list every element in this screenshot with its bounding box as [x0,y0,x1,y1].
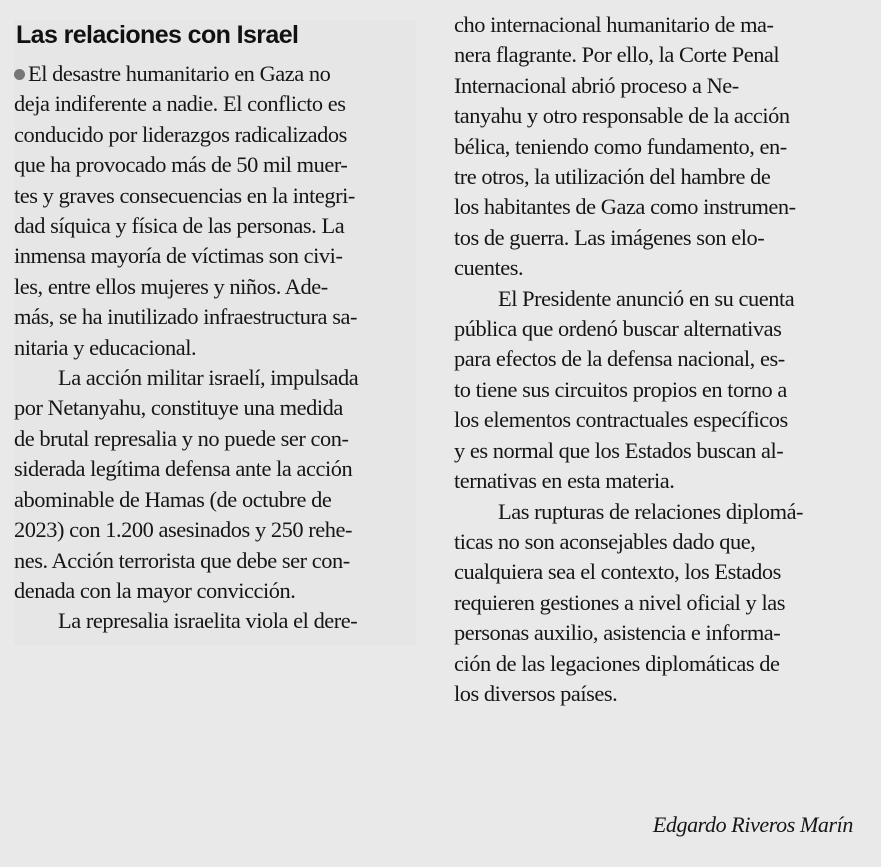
text-line [454,679,853,709]
left-column-body [14,59,416,637]
text-line-content: ción de las legaciones diplomáticas de [454,650,780,676]
text-line-content: conducido por liderazgos radicalizados [14,121,347,147]
text-line [14,546,416,576]
text-line-content: más, se ha inutilizado infraestructura sa- [14,304,357,330]
text-line-content: requieren gestiones a nivel oficial y las [454,589,785,615]
text-line-content: los habitantes de Gaza como instrumen- [454,194,796,220]
text-line-content: cualquiera sea el contexto, los Estados [454,559,781,585]
text-line-content: Las rupturas de relaciones diplomá- [498,498,804,524]
text-line [14,150,416,180]
text-line [14,454,416,484]
text-line-content: La acción militar israelí, impulsada [58,365,359,391]
text-line [454,132,853,162]
article-right-column [454,10,853,709]
text-line-content: los diversos países. [454,680,618,706]
text-line [454,101,853,131]
text-line-content: bélica, teniendo como fundamento, en- [454,133,787,159]
text-line [454,497,853,527]
text-line-content: tanyahu y otro responsable de la acción [454,103,790,129]
text-line-content: deja indiferente a nadie. El conflicto es [14,91,346,117]
text-line-content: El Presidente anunció en su cuenta [498,285,795,311]
text-line [14,59,416,89]
text-line-content: denada con la mayor convicción. [14,577,296,603]
text-line-content: tos de guerra. Las imágenes son elo- [454,224,765,250]
text-line-content: les, entre ellos mujeres y niños. Ade- [14,273,328,299]
text-line-content: El desastre humanitario en Gaza no [28,61,331,86]
text-line [14,606,416,636]
article-left-column [14,20,416,645]
author-signature: Edgardo Riveros Marín [652,812,853,837]
text-line [14,89,416,119]
text-line [14,120,416,150]
text-line [14,424,416,454]
text-line [454,527,853,557]
text-line [454,344,853,374]
text-line-content: pública que ordenó buscar alternativas [454,316,782,342]
text-line-content: dad síquica y física de las personas. La [14,213,345,239]
text-line-content: tes y graves consecuencias en la integri- [14,182,355,208]
text-line [454,223,853,253]
text-line [454,588,853,618]
bullet-icon [14,69,25,80]
text-line [454,557,853,587]
text-line [454,436,853,466]
text-line [14,485,416,515]
text-line [14,393,416,423]
text-line [454,192,853,222]
text-line-content: para efectos de la defensa nacional, es- [454,346,785,372]
text-line [14,181,416,211]
text-line [454,253,853,283]
text-line [454,40,853,70]
text-line [454,405,853,435]
right-column-body [454,10,853,709]
text-line [14,576,416,606]
text-line-content: nera flagrante. Por ello, la Corte Penal [454,42,780,68]
text-line [14,272,416,302]
text-line-content: por Netanyahu, constituye una medida [14,395,343,421]
article-headline: Las relaciones con Israel [16,21,299,49]
text-line-content: que ha provocado más de 50 mil muer- [14,152,348,178]
text-line-content: de brutal represalia y no puede ser con- [14,425,349,451]
text-line-content: ternativas en esta materia. [454,468,675,494]
text-line [454,10,853,40]
text-line-content: 2023) con 1.200 asesinados y 250 rehe- [14,517,352,543]
text-line [454,618,853,648]
text-line-content: cho internacional humanitario de ma- [454,12,774,37]
text-line [14,302,416,332]
text-line-content: abominable de Hamas (de octubre de [14,486,332,512]
text-line-content: tre otros, la utilización del hambre de [454,164,771,190]
text-line [454,466,853,496]
text-line [14,333,416,363]
text-line-content: los elementos contractuales específicos [454,407,788,433]
text-line [14,363,416,393]
text-line [454,284,853,314]
text-line [454,375,853,405]
text-line-content: Internacional abrió proceso a Ne- [454,72,739,98]
text-line [454,649,853,679]
text-line [454,314,853,344]
text-line-content: y es normal que los Estados buscan al- [454,437,784,463]
text-line-content: cuentes. [454,255,524,281]
text-line [14,211,416,241]
text-line-content: siderada legítima defensa ante la acción [14,456,353,482]
text-line-content: nitaria y educacional. [14,334,197,360]
text-line [14,515,416,545]
text-line-content: La represalia israelita viola el dere- [58,608,358,634]
text-line-content: inmensa mayoría de víctimas son civi- [14,243,343,269]
text-line-content: to tiene sus circuitos propios en torno a [454,376,787,402]
text-line [454,162,853,192]
text-line [14,241,416,271]
text-line [454,71,853,101]
text-line-content: personas auxilio, asistencia e informa- [454,620,781,646]
text-line-content: nes. Acción terrorista que debe ser con- [14,547,350,573]
text-line-content: ticas no son aconsejables dado que, [454,528,756,554]
